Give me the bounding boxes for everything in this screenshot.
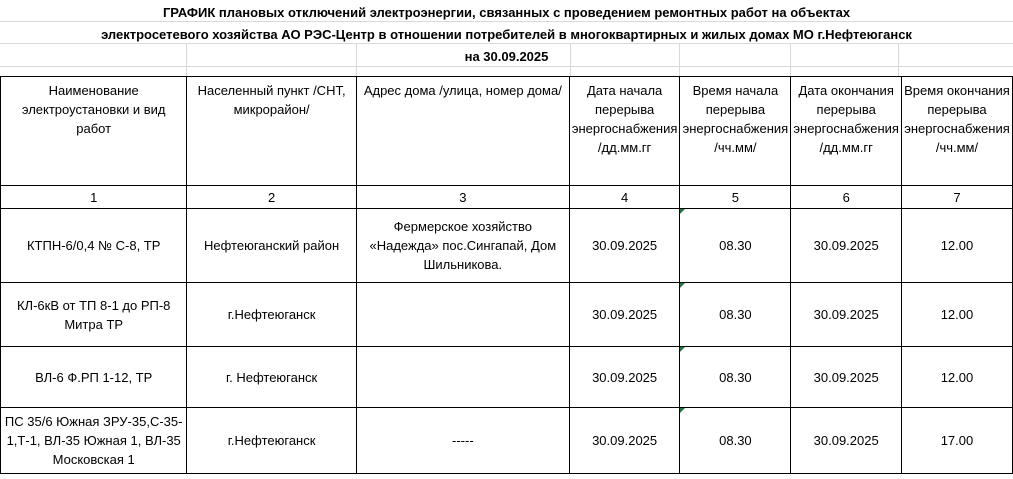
- header-cell-address[interactable]: Адрес дома /улица, номер дома/: [356, 77, 569, 186]
- address-cell[interactable]: Фермерское хозяйство «Надежда» пос.Сингапай, Дом Шильникова.: [356, 209, 569, 283]
- column-number-cell[interactable]: 4: [569, 186, 680, 209]
- installation-cell[interactable]: КТПН-6/0,4 № С-8, ТР: [1, 209, 187, 283]
- column-number-cell[interactable]: 7: [901, 186, 1012, 209]
- start-time-cell[interactable]: 08.30: [680, 347, 791, 408]
- header-cell-locality[interactable]: Населенный пункт /СНТ, микрорайон/: [187, 77, 356, 186]
- start-time-cell[interactable]: 08.30: [680, 408, 791, 474]
- address-cell[interactable]: [356, 283, 569, 347]
- column-number-row: [1, 186, 1013, 209]
- installation-cell[interactable]: ВЛ-6 Ф.РП 1-12, ТР: [1, 347, 187, 408]
- locality-cell[interactable]: Нефтеюганский район: [187, 209, 356, 283]
- end-date-cell[interactable]: 30.09.2025: [791, 283, 902, 347]
- table-row: [1, 408, 1013, 474]
- title-line-2: электросетевого хозяйства АО РЭС-Центр в отношении потребителей в многоквартирных и жилых домах МО г.Нефтеюганск: [101, 27, 912, 42]
- outage-schedule-table: [0, 76, 1013, 474]
- header-cell-end-time[interactable]: Время окончания перерыва энергоснабжения /чч.мм/: [901, 77, 1012, 186]
- column-number-cell[interactable]: 1: [1, 186, 187, 209]
- locality-cell[interactable]: г. Нефтеюганск: [187, 347, 356, 408]
- column-number-cell[interactable]: 5: [680, 186, 791, 209]
- locality-cell[interactable]: г.Нефтеюганск: [187, 408, 356, 474]
- title-line-3: на 30.09.2025: [464, 49, 549, 64]
- end-date-cell[interactable]: 30.09.2025: [791, 209, 902, 283]
- column-number-cell[interactable]: 6: [791, 186, 902, 209]
- start-time-cell[interactable]: 08.30: [680, 209, 791, 283]
- title-line-1: ГРАФИК плановых отключений электроэнергии, связанных с проведением ремонтных работ на объектах: [162, 5, 851, 20]
- end-time-cell[interactable]: 12.00: [901, 283, 1012, 347]
- end-time-cell[interactable]: 17.00: [901, 408, 1012, 474]
- installation-cell[interactable]: КЛ-6кВ от ТП 8-1 до РП-8 Митра ТР: [1, 283, 187, 347]
- column-number-cell[interactable]: 2: [187, 186, 356, 209]
- table-row: [1, 347, 1013, 408]
- locality-cell[interactable]: г.Нефтеюганск: [187, 283, 356, 347]
- end-date-cell[interactable]: 30.09.2025: [791, 347, 902, 408]
- start-date-cell[interactable]: 30.09.2025: [569, 209, 680, 283]
- header-cell-start-date[interactable]: Дата начала перерыва энергоснабжения /дд.мм.гг: [569, 77, 680, 186]
- end-time-cell[interactable]: 12.00: [901, 209, 1012, 283]
- column-number-cell[interactable]: 3: [356, 186, 569, 209]
- start-date-cell[interactable]: 30.09.2025: [569, 283, 680, 347]
- start-date-cell[interactable]: 30.09.2025: [569, 347, 680, 408]
- start-date-cell[interactable]: 30.09.2025: [569, 408, 680, 474]
- address-cell[interactable]: [356, 347, 569, 408]
- header-cell-end-date[interactable]: Дата окончания перерыва энергоснабжения /дд.мм.гг: [791, 77, 902, 186]
- address-cell[interactable]: -----: [356, 408, 569, 474]
- title-area: [0, 0, 1013, 75]
- end-date-cell[interactable]: 30.09.2025: [791, 408, 902, 474]
- installation-cell[interactable]: ПС 35/6 Южная ЗРУ-35,С-35-1,Т-1, ВЛ-35 Южная 1, ВЛ-35 Московская 1: [1, 408, 187, 474]
- start-time-cell[interactable]: 08.30: [680, 283, 791, 347]
- end-time-cell[interactable]: 12.00: [901, 347, 1012, 408]
- header-row: [1, 77, 1013, 186]
- table-row: [1, 209, 1013, 283]
- table-row: [1, 283, 1013, 347]
- header-cell-start-time[interactable]: Время начала перерыва энергоснабжения /чч.мм/: [680, 77, 791, 186]
- header-cell-installation[interactable]: Наименование электроустановки и вид работ: [1, 77, 187, 186]
